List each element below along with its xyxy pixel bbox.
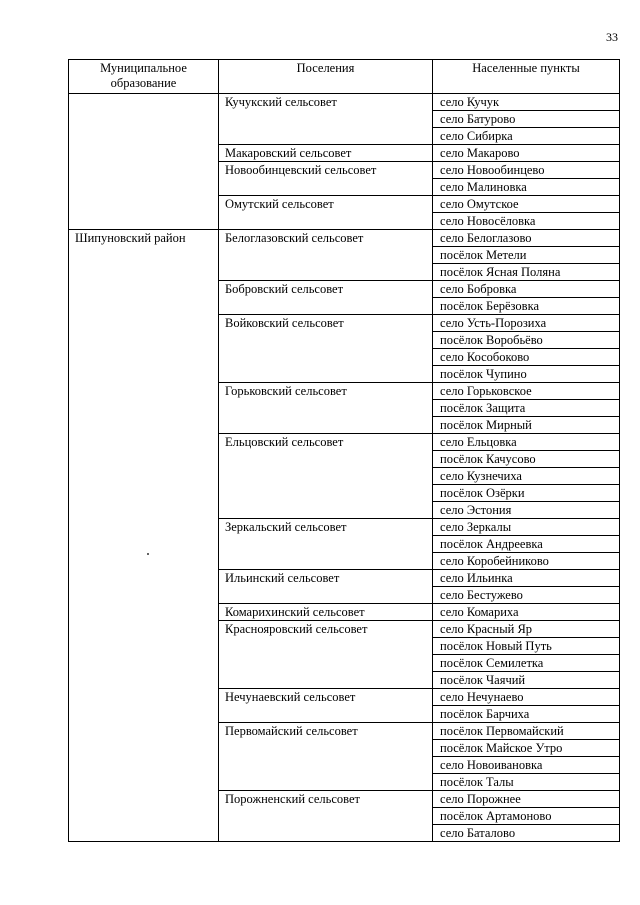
locality-cell: село Бобровка	[433, 281, 620, 298]
table-row	[69, 230, 620, 247]
locality-cell: село Комариха	[433, 604, 620, 621]
locality-cell: посёлок Мирный	[433, 417, 620, 434]
locality-cell: село Ельцовка	[433, 434, 620, 451]
locality-cell: село Новообинцево	[433, 162, 620, 179]
locality-cell: посёлок Андреевка	[433, 536, 620, 553]
locality-cell: посёлок Артамоново	[433, 808, 620, 825]
settlement-cell: Новообинцевский сельсовет	[219, 162, 433, 196]
settlement-cell: Ельцовский сельсовет	[219, 434, 433, 519]
header-settlements: Поселения	[219, 60, 433, 94]
settlement-cell: Нечунаевский сельсовет	[219, 689, 433, 723]
locality-cell: село Красный Яр	[433, 621, 620, 638]
locality-cell: село Белоглазово	[433, 230, 620, 247]
locality-cell: село Макарово	[433, 145, 620, 162]
locality-cell: село Омутское	[433, 196, 620, 213]
settlement-cell: Бобровский сельсовет	[219, 281, 433, 315]
settlement-cell: Комарихинский сельсовет	[219, 604, 433, 621]
locality-cell: село Кузнечиха	[433, 468, 620, 485]
locality-cell: село Коробейниково	[433, 553, 620, 570]
settlement-cell: Войковский сельсовет	[219, 315, 433, 383]
settlement-cell: Краснояровский сельсовет	[219, 621, 433, 689]
locality-cell: посёлок Метели	[433, 247, 620, 264]
locality-cell: посёлок Защита	[433, 400, 620, 417]
locality-cell: посёлок Барчиха	[433, 706, 620, 723]
table-header-row	[69, 60, 620, 94]
header-localities: Населенные пункты	[433, 60, 620, 94]
locality-cell: село Ильинка	[433, 570, 620, 587]
settlement-cell: Горьковский сельсовет	[219, 383, 433, 434]
locality-cell: посёлок Качусово	[433, 451, 620, 468]
locality-cell: посёлок Озёрки	[433, 485, 620, 502]
locality-cell: посёлок Новый Путь	[433, 638, 620, 655]
stray-mark	[147, 553, 149, 555]
locality-cell: село Эстония	[433, 502, 620, 519]
locality-cell: посёлок Майское Утро	[433, 740, 620, 757]
locality-cell: село Зеркалы	[433, 519, 620, 536]
settlement-cell: Ильинский сельсовет	[219, 570, 433, 604]
settlement-cell: Первомайский сельсовет	[219, 723, 433, 791]
locality-cell: посёлок Талы	[433, 774, 620, 791]
locality-cell: село Сибирка	[433, 128, 620, 145]
settlement-cell: Макаровский сельсовет	[219, 145, 433, 162]
locality-cell: посёлок Воробьёво	[433, 332, 620, 349]
settlements-table	[68, 59, 620, 842]
locality-cell: село Кособоково	[433, 349, 620, 366]
page-number: 33	[606, 30, 618, 44]
locality-cell: село Новоивановка	[433, 757, 620, 774]
locality-cell: село Новосёловка	[433, 213, 620, 230]
locality-cell: село Порожнее	[433, 791, 620, 808]
header-municipality: Муниципальное образование	[69, 60, 219, 94]
locality-cell: село Усть-Порозиха	[433, 315, 620, 332]
settlement-cell: Белоглазовский сельсовет	[219, 230, 433, 281]
settlement-cell: Зеркальский сельсовет	[219, 519, 433, 570]
municipality-cell	[69, 94, 219, 230]
settlement-cell: Кучукский сельсовет	[219, 94, 433, 145]
locality-cell: село Баталово	[433, 825, 620, 842]
table-row	[69, 94, 620, 111]
table-body	[69, 94, 620, 842]
locality-cell: село Кучук	[433, 94, 620, 111]
locality-cell: село Батурово	[433, 111, 620, 128]
locality-cell: посёлок Чупино	[433, 366, 620, 383]
settlement-cell: Омутский сельсовет	[219, 196, 433, 230]
locality-cell: село Малиновка	[433, 179, 620, 196]
locality-cell: посёлок Берёзовка	[433, 298, 620, 315]
locality-cell: посёлок Чаячий	[433, 672, 620, 689]
locality-cell: посёлок Семилетка	[433, 655, 620, 672]
locality-cell: посёлок Первомайский	[433, 723, 620, 740]
locality-cell: село Бестужево	[433, 587, 620, 604]
municipality-cell: Шипуновский район	[69, 230, 219, 842]
locality-cell: село Нечунаево	[433, 689, 620, 706]
locality-cell: посёлок Ясная Поляна	[433, 264, 620, 281]
locality-cell: село Горьковское	[433, 383, 620, 400]
settlement-cell: Порожненский сельсовет	[219, 791, 433, 842]
